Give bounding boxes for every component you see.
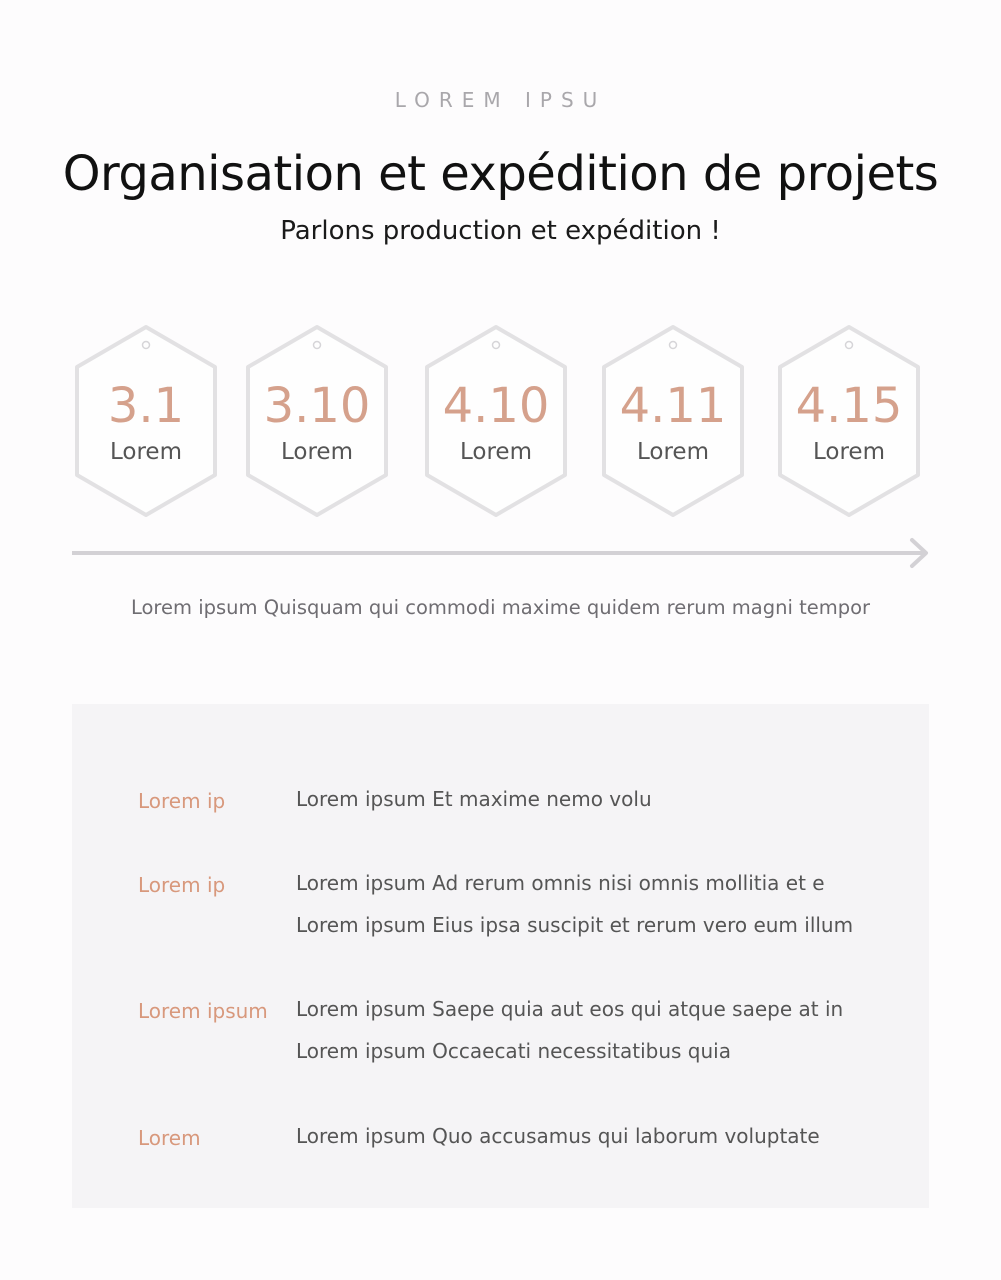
timeline-caption: Lorem ipsum Quisquam qui commodi maxime quidem rerum magni tempor: [130, 596, 871, 619]
milestone-badge: [242, 323, 392, 519]
badge-label: Lorem: [813, 439, 885, 465]
badge-value: 3.1: [107, 378, 185, 434]
detail-label: Lorem: [138, 1126, 201, 1150]
eyebrow-label: LOREM IPSU: [394, 88, 607, 112]
detail-line: Lorem ipsum Et maxime nemo volu: [296, 787, 652, 811]
detail-label: Lorem ip: [138, 789, 226, 813]
detail-text: [296, 999, 916, 1072]
detail-text: [296, 1126, 916, 1157]
details-panel: [72, 704, 929, 1208]
detail-line: Lorem ipsum Saepe quia aut eos qui atque saepe at in: [296, 997, 844, 1021]
detail-label: Lorem ip: [138, 873, 226, 897]
milestone-badge: [71, 323, 221, 519]
timeline-arrow-icon: [72, 536, 932, 570]
badge-value: 4.15: [795, 378, 903, 434]
detail-line: Lorem ipsum Eius ipsa suscipit et rerum vero eum illum: [296, 913, 854, 937]
detail-label: Lorem ipsum: [138, 999, 268, 1023]
milestone-badge: [421, 323, 571, 519]
badge-label: Lorem: [110, 439, 182, 465]
badge-value: 4.11: [619, 378, 727, 434]
badge-label: Lorem: [281, 439, 353, 465]
detail-text: [296, 789, 916, 820]
detail-line: Lorem ipsum Ad rerum omnis nisi omnis mollitia et e: [296, 871, 825, 895]
badge-value: 3.10: [263, 378, 371, 434]
milestone-badge: [598, 323, 748, 519]
milestone-badge: [774, 323, 924, 519]
detail-line: Lorem ipsum Occaecati necessitatibus quia: [296, 1039, 731, 1063]
detail-text: [296, 873, 916, 946]
badge-value: 4.10: [442, 378, 550, 434]
page-title: Organisation et expédition de projets: [62, 146, 939, 202]
badge-label: Lorem: [460, 439, 532, 465]
milestone-badges: [0, 323, 1001, 523]
detail-line: Lorem ipsum Quo accusamus qui laborum voluptate: [296, 1124, 820, 1148]
page-subtitle: Parlons production et expédition !: [280, 216, 721, 246]
badge-label: Lorem: [637, 439, 709, 465]
